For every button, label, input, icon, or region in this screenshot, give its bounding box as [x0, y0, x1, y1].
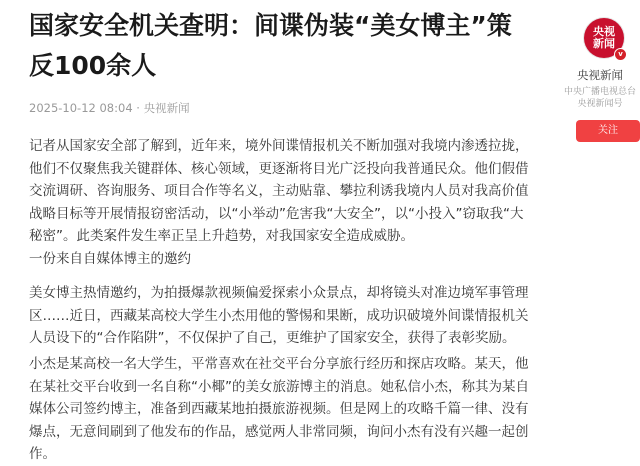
article-meta: 2025-10-12 08:04 · 央视新闻: [29, 101, 190, 115]
article-paragraph: 记者从国家安全部了解到，近年来，境外间谍情报机关不断加强对我境内渗透拉拢，他们不仅聚焦我关键群体、核心领域，更逐渐将目光广泛投向我普通民众。他们假借交流调研、咨询服务、项目合作等名义，主动贴靠、攀拉利诱我境内人员对我高价值战略目标等开展情报窃密活动，以“小举动”危害我“大安全”，以“小投入”窃取我“大秘密”。此类案件发生率正呈上升趋势，对我国家安全造成威胁。: [29, 138, 529, 244]
follow-button[interactable]: 关注: [576, 120, 640, 142]
article-title: 国家安全机关查明：间谍伪装“美女博主”策反100余人: [29, 11, 512, 80]
section-heading: 一份来自自媒体博主的邀约: [29, 251, 191, 267]
logo-text-line1: 央视: [593, 25, 615, 38]
article-paragraph: 美女博主热情邀约，为拍摄爆款视频偏爱探索小众景点，却将镜头对准边境军事管理区……近日，西藏某高校大学生小杰用他的警惕和果断，成功识破境外间谍情报机关人员设下的“合作陷阱”，不仅保护了自己，更维护了国家安全，获得了表彰奖励。: [29, 285, 529, 346]
logo-text-line2: 新闻: [593, 37, 615, 50]
article-paragraph: 小杰是某高校一名大学生，平常喜欢在社交平台分享旅行经历和探店攻略。某天，他在某社交平台收到一名自称“小椰”的美女旅游博主的消息。她私信小杰，称其为某自媒体公司签约博主，准备到西藏某地拍摄旅游视频。但是网上的攻略千篇一律、没有爆点，无意间刷到了他发布的作品，感觉两人非常同频，询问小杰有没有兴趣一起创作。: [29, 356, 529, 462]
author-description: 中央广播电视总台央视新闻号: [563, 87, 636, 109]
author-name[interactable]: 央视新闻: [577, 68, 623, 82]
verified-badge-icon: v: [614, 48, 627, 61]
